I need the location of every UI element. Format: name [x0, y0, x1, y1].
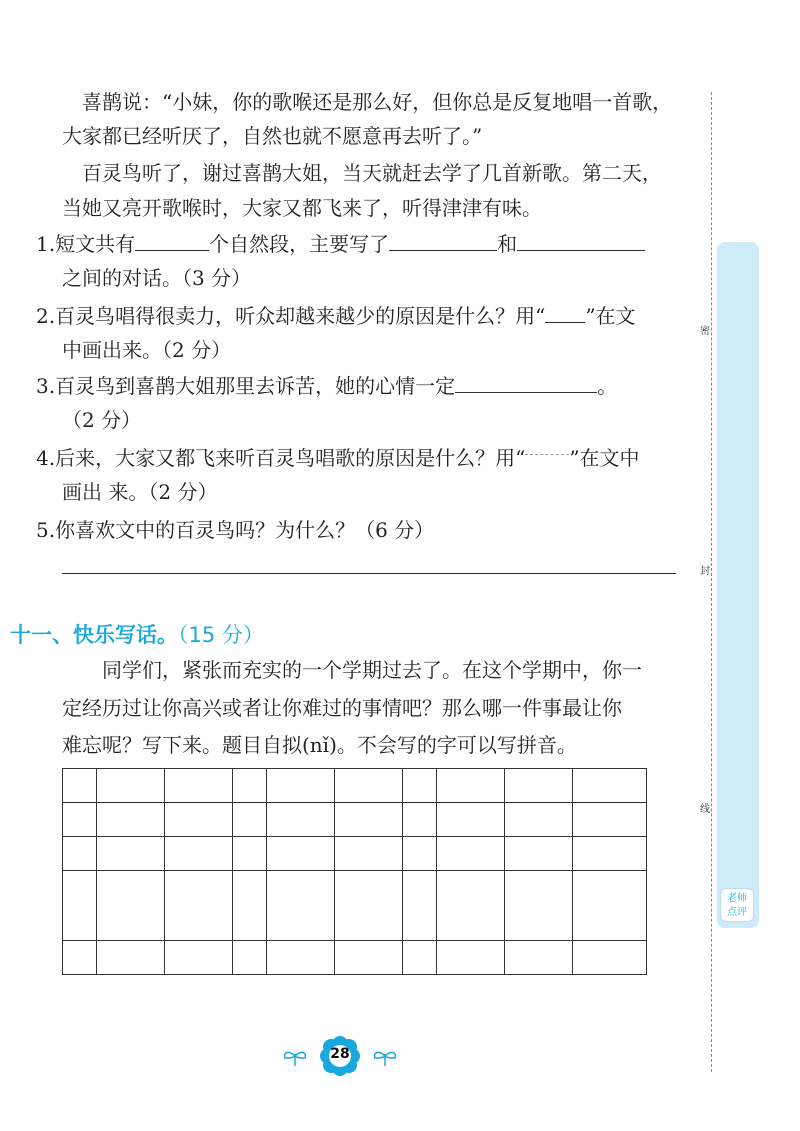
grid-cell[interactable] — [573, 769, 647, 803]
badge-line: 老师 — [727, 893, 747, 904]
grid-cell[interactable] — [505, 837, 573, 871]
question-3 — [36, 368, 617, 404]
grid-cell[interactable] — [233, 941, 267, 975]
grid-cell[interactable] — [403, 837, 437, 871]
seal-mark: 线 — [700, 804, 710, 815]
grid-cell[interactable] — [165, 941, 233, 975]
grid-cell[interactable] — [403, 941, 437, 975]
page-number: 28 — [330, 1046, 350, 1062]
grid-cell[interactable] — [63, 769, 97, 803]
grid-cell[interactable] — [403, 769, 437, 803]
teacher-comment-badge — [720, 888, 754, 922]
question-2-text-b: ”在文 — [585, 304, 636, 328]
question-1-line2: 之间的对话。（3 分） — [62, 266, 252, 290]
grid-cell[interactable] — [505, 941, 573, 975]
binding-dashed-line — [711, 92, 712, 1072]
prompt-line: 同学们，紧张而充实的一个学期过去了。在这个学期中，你一 — [102, 658, 642, 682]
grid-cell[interactable] — [97, 803, 165, 837]
grid-cell[interactable] — [267, 871, 335, 941]
grid-cell[interactable] — [267, 803, 335, 837]
question-1-text-b: 个自然段，主要写了 — [209, 232, 390, 256]
grid-cell[interactable] — [165, 871, 233, 941]
grid-cell[interactable] — [573, 871, 647, 941]
seal-mark: 密 — [700, 326, 710, 337]
passage-line: 百灵鸟听了，谢过喜鹊大姐，当天就赶去学了几首新歌。第二天， — [82, 161, 662, 185]
grid-cell[interactable] — [97, 941, 165, 975]
grid-cell[interactable] — [97, 871, 165, 941]
section-title: 十一、快乐写话。 — [10, 623, 178, 647]
grid-cell[interactable] — [267, 769, 335, 803]
question-2-text-a: 2.百灵鸟唱得很卖力，听众却越来越少的原因是什么？用“ — [36, 304, 546, 328]
question-4 — [36, 440, 640, 476]
question-3-text-b: 。 — [597, 374, 618, 398]
grid-cell[interactable] — [573, 803, 647, 837]
grid-cell[interactable] — [63, 941, 97, 975]
sprout-left-icon — [285, 1052, 306, 1066]
grid-cell[interactable] — [437, 941, 505, 975]
grid-cell[interactable] — [335, 837, 403, 871]
prompt-line: 定经历过让你高兴或者让你难过的事情吧？那么哪一件事最让你 — [62, 696, 622, 720]
grid-cell[interactable] — [335, 941, 403, 975]
question-1-text-c: 和 — [497, 232, 518, 256]
teacher-comment-sidebar — [717, 242, 759, 928]
grid-cell[interactable] — [505, 871, 573, 941]
badge-line: 点评 — [727, 907, 747, 918]
question-1 — [36, 226, 645, 262]
grid-cell[interactable] — [437, 803, 505, 837]
grid-cell[interactable] — [233, 837, 267, 871]
grid-cell[interactable] — [267, 837, 335, 871]
question-4-text-a: 4.后来，大家又都飞来听百灵鸟唱歌的原因是什么？用“ — [36, 446, 526, 470]
section-points: （15 分） — [178, 623, 264, 647]
sprout-right-icon — [375, 1052, 396, 1066]
question-4-line2: 画出 来。（2 分） — [62, 480, 218, 504]
grid-cell[interactable] — [97, 769, 165, 803]
grid-cell[interactable] — [573, 837, 647, 871]
grid-cell[interactable] — [97, 837, 165, 871]
passage-line: 喜鹊说：“小妹，你的歌喉还是那么好，但你总是反复地唱一首歌， — [82, 90, 673, 114]
grid-cell[interactable] — [165, 837, 233, 871]
passage-line: 大家都已经听厌了，自然也就不愿意再去听了。” — [62, 124, 483, 148]
section-heading — [10, 620, 264, 650]
answer-line[interactable] — [62, 573, 676, 574]
grid-cell[interactable] — [165, 769, 233, 803]
grid-cell[interactable] — [437, 837, 505, 871]
question-2 — [36, 298, 636, 334]
grid-cell[interactable] — [233, 803, 267, 837]
question-4-text-b: ”在文中 — [569, 446, 640, 470]
grid-cell[interactable] — [437, 871, 505, 941]
grid-cell[interactable] — [165, 803, 233, 837]
grid-cell[interactable] — [63, 871, 97, 941]
answer-blank[interactable] — [517, 230, 645, 251]
grid-cell[interactable] — [505, 803, 573, 837]
grid-cell[interactable] — [403, 871, 437, 941]
grid-cell[interactable] — [63, 803, 97, 837]
grid-cell[interactable] — [335, 871, 403, 941]
writing-grid — [62, 768, 647, 975]
question-3-text-a: 3.百灵鸟到喜鹊大姐那里去诉苦，她的心情一定 — [36, 374, 456, 398]
grid-cell[interactable] — [335, 769, 403, 803]
question-3-line2: （2 分） — [62, 408, 142, 432]
prompt-line: 难忘呢？写下来。题目自拟(nǐ)。不会写的字可以写拼音。 — [62, 733, 577, 757]
question-1-text-a: 1.短文共有 — [36, 232, 136, 256]
question-2-line2: 中画出来。（2 分） — [62, 338, 232, 362]
grid-cell[interactable] — [267, 941, 335, 975]
question-5: 5.你喜欢文中的百灵鸟吗？为什么？（6 分） — [36, 518, 435, 542]
answer-blank[interactable] — [455, 372, 597, 393]
underline-sample — [545, 302, 585, 323]
grid-cell[interactable] — [335, 803, 403, 837]
answer-blank[interactable] — [389, 230, 497, 251]
grid-cell[interactable] — [505, 769, 573, 803]
answer-blank[interactable] — [135, 230, 209, 251]
seal-mark: 封 — [700, 566, 710, 577]
grid-cell[interactable] — [63, 837, 97, 871]
grid-cell[interactable] — [573, 941, 647, 975]
grid-cell[interactable] — [403, 803, 437, 837]
grid-cell[interactable] — [233, 871, 267, 941]
grid-cell[interactable] — [437, 769, 505, 803]
passage-line: 当她又亮开歌喉时，大家又都飞来了，听得津津有味。 — [62, 196, 542, 220]
grid-cell[interactable] — [233, 769, 267, 803]
wavy-line-sample — [525, 440, 569, 455]
